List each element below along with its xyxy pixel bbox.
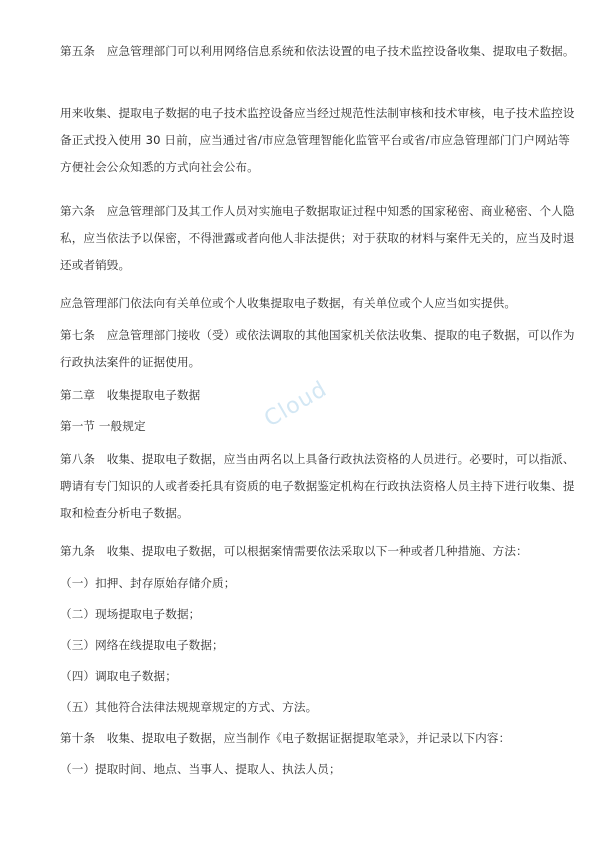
- article-10: 第十条 收集、提取电子数据，应当制作《电子数据证据提取笔录》，并记录以下内容：: [60, 731, 511, 745]
- article-9-item-4: （四）调取电子数据；: [60, 669, 177, 683]
- article-9-item-3: （三）网络在线提取电子数据；: [60, 638, 224, 652]
- article-5-paragraph-2: 用来收集、提取电子数据的电子技术监控设备应当经过规范性法制审核和技术审核，电子技术监控设备正式投入使用 30 日前，应当通过省/市应急管理智能化监管平台或省/市应急管理部门门户网站等方便社会公众知悉的方式向社会公布。: [60, 106, 575, 174]
- article-10-item-1: （一）提取时间、地点、当事人、提取人、执法人员；: [60, 762, 341, 776]
- article-9-item-2: （二）现场提取电子数据；: [60, 607, 201, 621]
- article-9-item-5: （五）其他符合法律法规规章规定的方式、方法。: [60, 700, 318, 714]
- article-7: 第七条 应急管理部门接收（受）或依法调取的其他国家机关依法收集、提取的电子数据，可以作为行政执法案件的证据使用。: [60, 328, 575, 369]
- section-1-heading: 第一节 一般规定: [60, 419, 146, 433]
- article-8: 第八条 收集、提取电子数据，应当由两名以上具备行政执法资格的人员进行。必要时，可以指派、聘请有专门知识的人或者委托具有资质的电子数据鉴定机构在行政执法资格人员主持下进行收集、提取和检查分析电子数据。: [60, 452, 575, 520]
- chapter-2-heading: 第二章 收集提取电子数据: [60, 388, 201, 402]
- watermark: Cloud: [260, 376, 332, 433]
- article-9: 第九条 收集、提取电子数据，可以根据案情需要依法采取以下一种或者几种措施、方法：: [60, 544, 528, 558]
- article-9-item-1: （一）扣押、封存原始存储介质；: [60, 576, 236, 590]
- article-6-paragraph-2: 应急管理部门依法向有关单位或个人收集提取电子数据，有关单位或个人应当如实提供。: [60, 296, 517, 310]
- article-5: 第五条 应急管理部门可以利用网络信息系统和依法设置的电子技术监控设备收集、提取电子数据。: [60, 44, 575, 58]
- article-6: 第六条 应急管理部门及其工作人员对实施电子数据取证过程中知悉的国家秘密、商业秘密、个人隐私，应当依法予以保密，不得泄露或者向他人非法提供；对于获取的材料与案件无关的，应当及时退还或者销毁。: [60, 204, 575, 272]
